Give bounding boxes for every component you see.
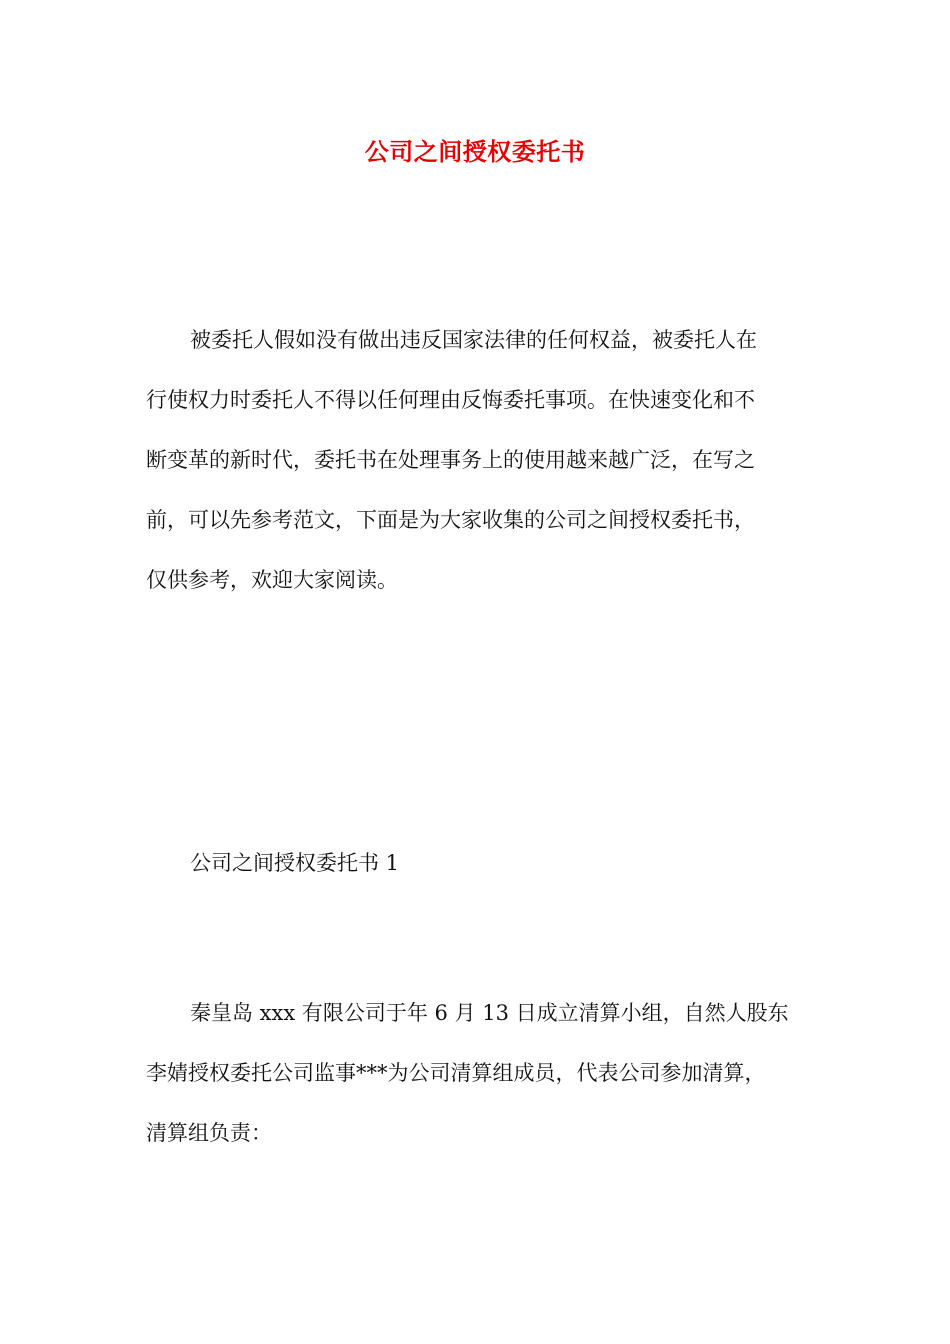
- intro-line: 断变革的新时代，委托书在处理事务上的使用越来越广泛，在写之: [146, 448, 755, 472]
- body-line: 清算组负责：: [146, 1121, 272, 1145]
- section-heading: [146, 833, 806, 893]
- body-line: 秦皇岛 xxx 有限公司于年 6 月 13 日成立清算小组，自然人股东: [190, 1001, 789, 1025]
- body-paragraph: [146, 983, 806, 1163]
- intro-line: 被委托人假如没有做出违反国家法律的任何权益，被委托人在: [190, 328, 757, 352]
- intro-paragraph: [146, 310, 806, 610]
- document-title: 公司之间授权委托书: [364, 137, 586, 166]
- intro-line: 前，可以先参考范文，下面是为大家收集的公司之间授权委托书，: [146, 508, 755, 532]
- intro-line: 仅供参考，欢迎大家阅读。: [146, 568, 398, 592]
- body-line: 李婧授权委托公司监事***为公司清算组成员，代表公司参加清算，: [146, 1061, 766, 1085]
- section-heading-text: 公司之间授权委托书 1: [190, 851, 400, 875]
- intro-line: 行使权力时委托人不得以任何理由反悔委托事项。在快速变化和不: [146, 388, 755, 412]
